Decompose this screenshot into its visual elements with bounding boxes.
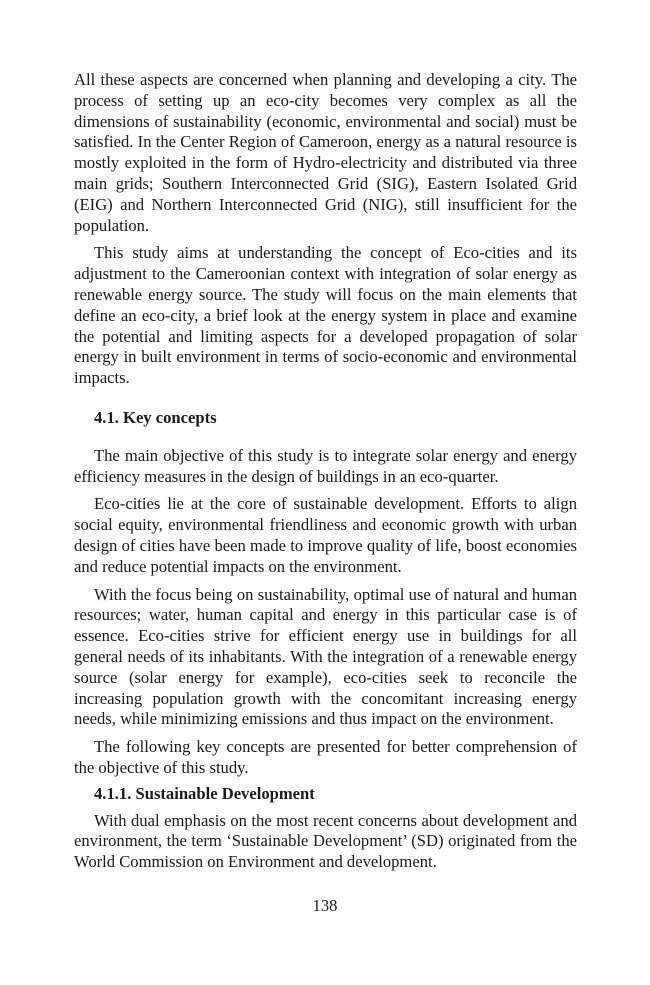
page-body [74, 70, 577, 873]
paragraph: The main objective of this study is to integrate solar energy and energy efficiency measures in the design of buildings in an eco-quarter. [74, 445, 577, 486]
section-heading: 4.1. Key concepts [94, 407, 217, 427]
paragraph: This study aims at understanding the concept of Eco-cities and its adjustment to the Cameroonian context with integration of solar energy as renewable energy source. The study will focus on the main elements that define an eco-city, a brief look at the energy system in place and examine the potential and limiting aspects for a developed propagation of solar energy in built environment in terms of socio-economic and environmental impacts. [74, 243, 577, 388]
paragraph: The following key concepts are presented for better comprehension of the objective of this study. [74, 737, 577, 777]
page-number: 138 [312, 896, 338, 915]
paragraph: All these aspects are concerned when planning and developing a city. The process of setting up an eco-city becomes very complex as all the dimensions of sustainability (economic, environmental and social) must be satisfied. In the Center Region of Cameroon, energy as a natural resource is mostly exploited in the form of Hydro-electricity and distributed via three main grids; Southern Interconnected Grid (SIG), Eastern Isolated Grid (EIG) and Northern Interconnected Grid (NIG), still insufficient for the population. [74, 70, 577, 235]
subsection-heading: 4.1.1. Sustainable Development [94, 783, 315, 803]
paragraph: With dual emphasis on the most recent concerns about development and environment, the term ‘Sustainable Development’ (SD) originated from the World Commission on Environment and development. [74, 810, 577, 872]
paragraph: Eco-cities lie at the core of sustainable development. Efforts to align social equity, environmental friendliness and economic growth with urban design of cities have been made to improve quality of life, boost economies and reduce potential impacts on the environment. [74, 494, 577, 576]
paragraph: With the focus being on sustainability, optimal use of natural and human resources; water, human capital and energy in this particular case is of essence. Eco-cities strive for efficient energy use in buildings for all general needs of its inhabitants. With the integration of a renewable energy source (solar energy for example), eco-cities seek to reconcile the increasing population growth with the concomitant increasing energy needs, while minimizing emissions and thus impact on the environment. [74, 584, 577, 729]
